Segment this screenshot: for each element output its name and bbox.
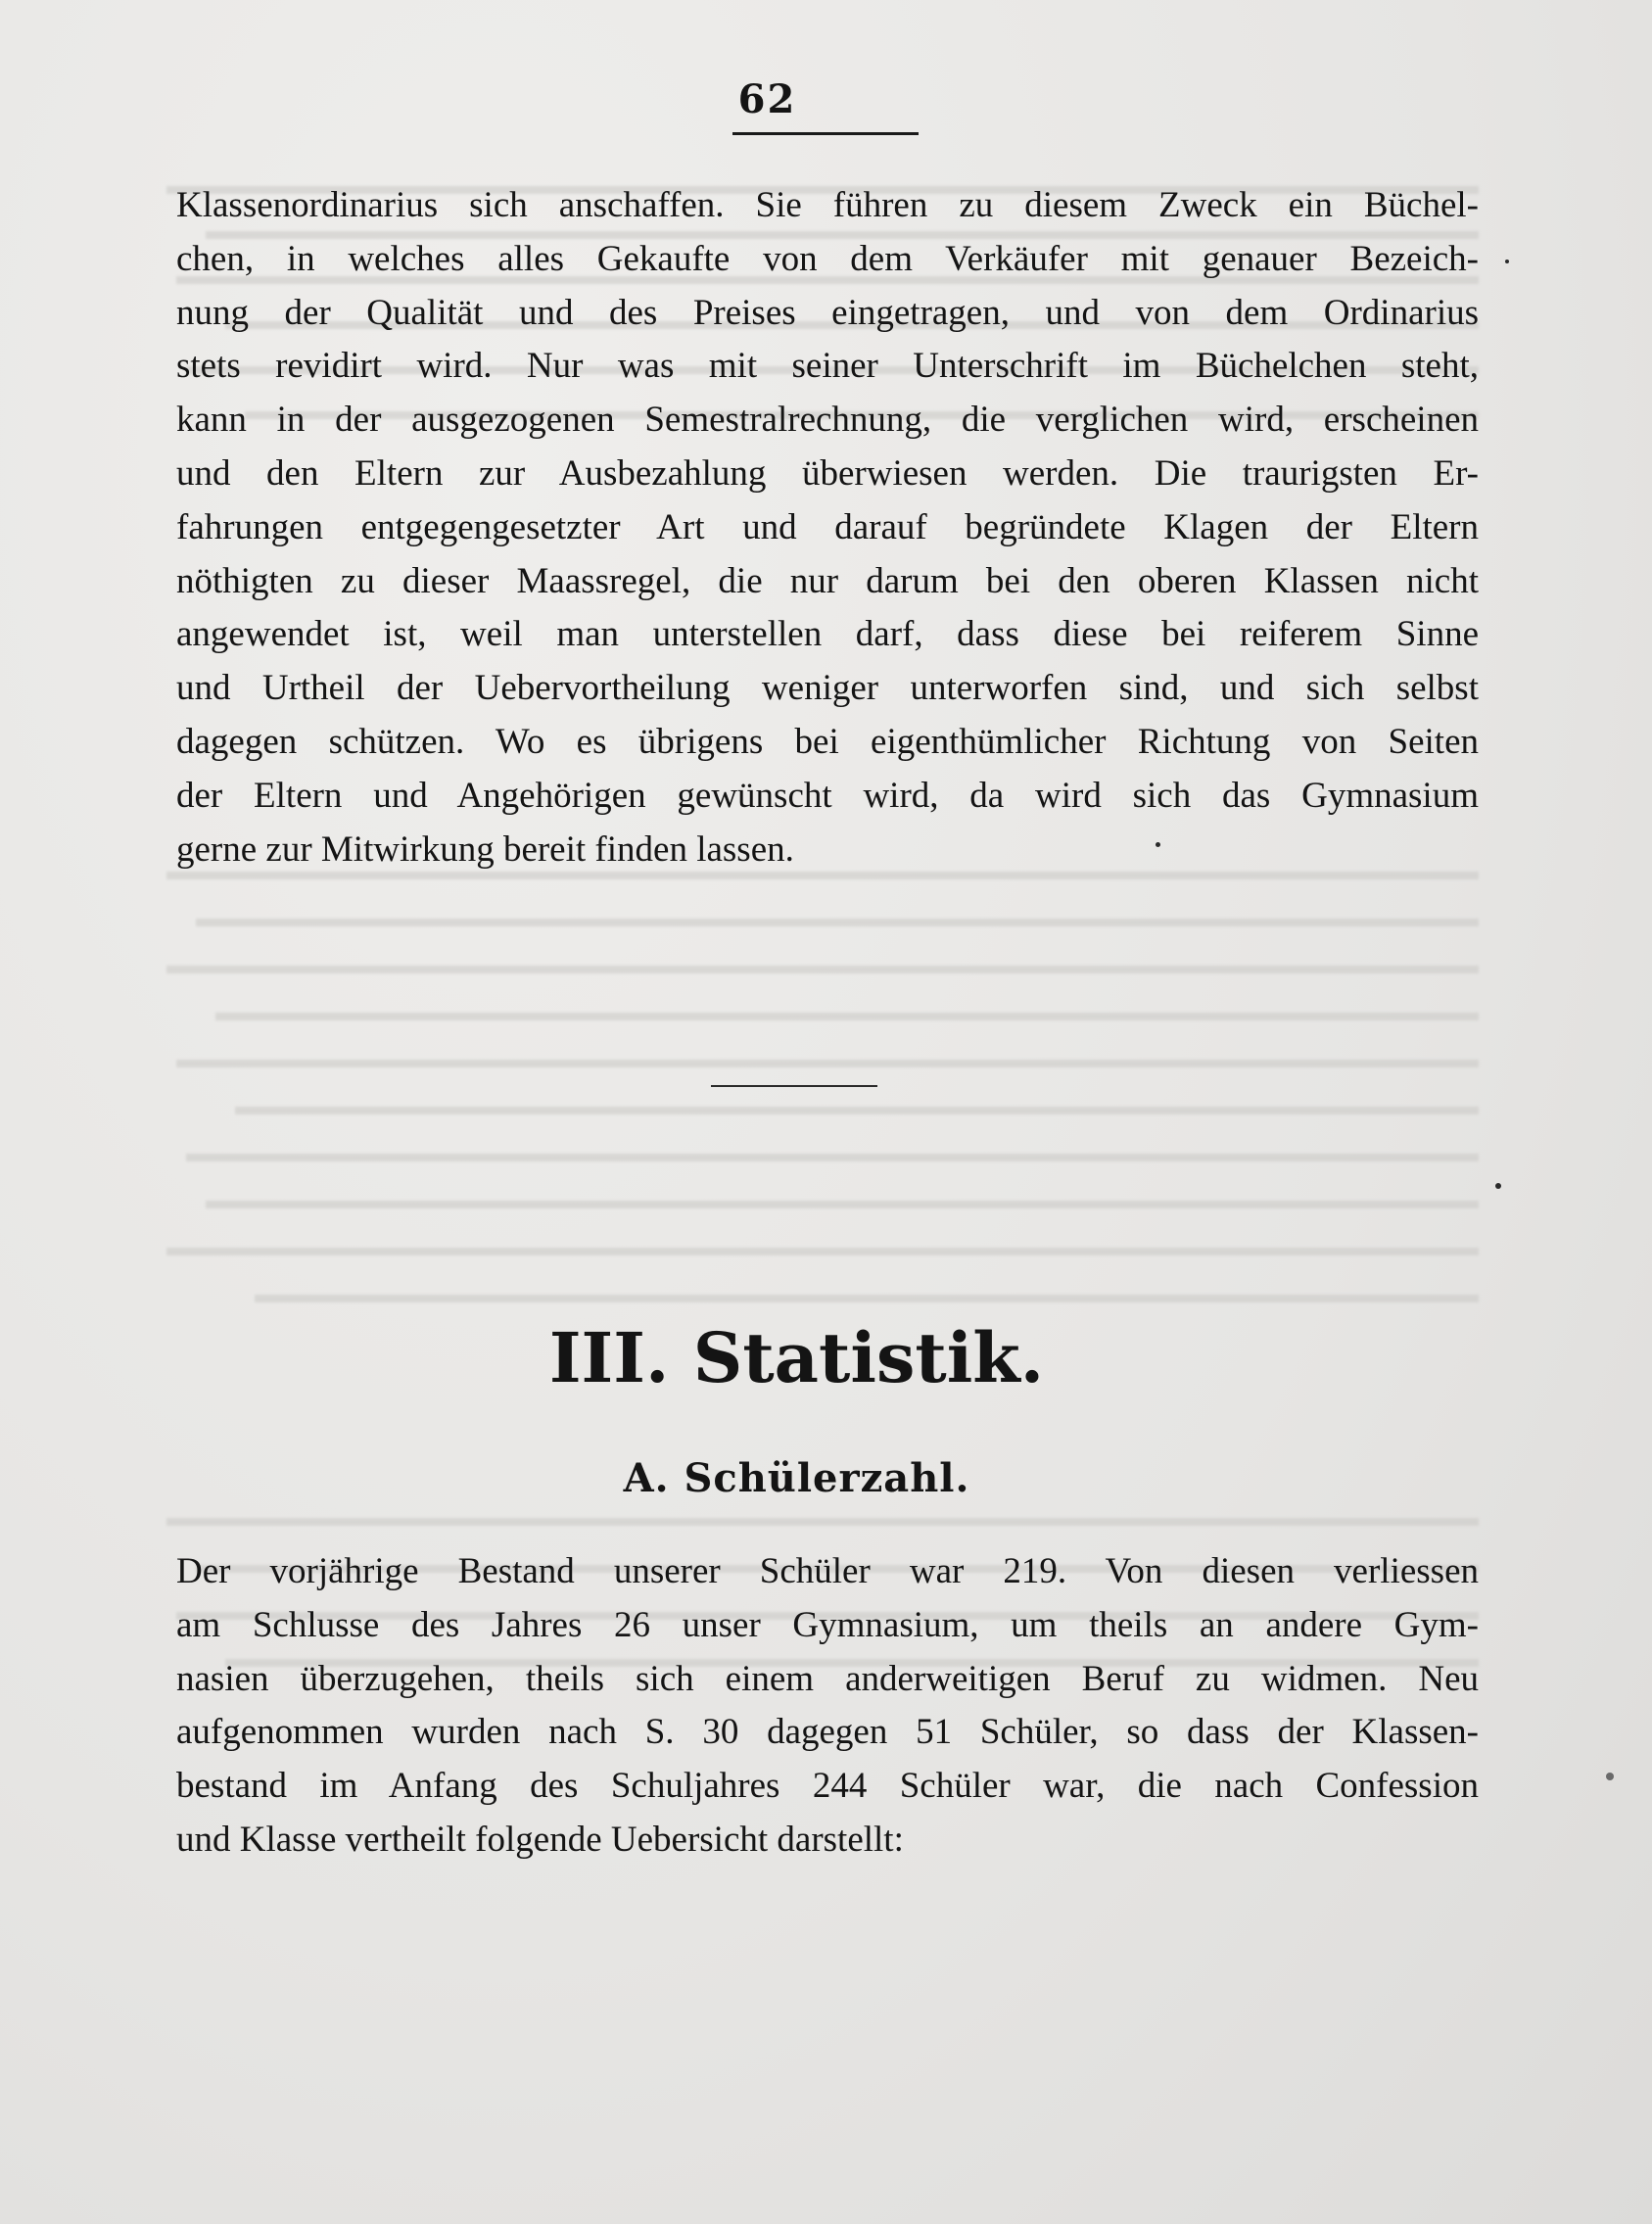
paragraph-2-line: Der vorjährige Bestand unserer Schüler war 219. Von diesen verliessen: [176, 1551, 1479, 1591]
paragraph-2-line: und Klasse vertheilt folgende Uebersicht darstellt:: [176, 1819, 904, 1860]
paragraph-1-line: dagegen schützen. Wo es übrigens bei eigenthümlicher Richtung von Seiten: [176, 721, 1479, 762]
paragraph-1-line: der Eltern und Angehörigen gewünscht wird, da wird sich das Gymnasium: [176, 775, 1479, 816]
subsection-title: A. Schülerzahl.: [623, 1455, 970, 1501]
paragraph-2-line: am Schlusse des Jahres 26 unser Gymnasium, um theils an andere Gym-: [176, 1604, 1479, 1645]
print-speck: [1156, 842, 1160, 847]
paragraph-2: [176, 1545, 1479, 1868]
paragraph-2-line: aufgenommen wurden nach S. 30 dagegen 51 Schüler, so dass der Klassen-: [176, 1712, 1479, 1753]
paragraph-1-line: und Urtheil der Uebervortheilung weniger unterworfen sind, und sich selbst: [176, 668, 1479, 709]
paragraph-1-line: nung der Qualität und des Preises eingetragen, und von dem Ordinarius: [176, 292, 1479, 333]
paragraph-2-line: nasien überzugehen, theils sich einem anderweitigen Beruf zu widmen. Neu: [176, 1658, 1479, 1699]
paragraph-1-line: stets revidirt wird. Nur was mit seiner Unterschrift im Büchelchen steht,: [176, 346, 1479, 387]
paragraph-1-line: Klassenordinarius sich anschaffen. Sie führen zu diesem Zweck ein Büchel-: [176, 185, 1479, 225]
section-divider-rule: [711, 1085, 877, 1087]
page-number-rule: [732, 132, 919, 135]
paragraph-2-line: bestand im Anfang des Schuljahres 244 Schüler war, die nach Confession: [176, 1766, 1479, 1807]
page-number: 62: [737, 76, 797, 122]
paragraph-1-line: nöthigten zu dieser Maassregel, die nur darum bei den oberen Klassen nicht: [176, 560, 1479, 601]
paragraph-1-line: chen, in welches alles Gekaufte von dem Verkäufer mit genauer Bezeich-: [176, 238, 1479, 279]
paragraph-1-line: kann in der ausgezogenen Semestralrechnung, die verglichen wird, erscheinen: [176, 400, 1479, 441]
print-speck: [1495, 1183, 1501, 1189]
section-title: III. Statistik.: [548, 1317, 1045, 1398]
paragraph-1-line: gerne zur Mitwirkung bereit finden lassen.: [176, 828, 794, 870]
paragraph-1-line: und den Eltern zur Ausbezahlung überwiesen werden. Die traurigsten Er-: [176, 452, 1479, 494]
paragraph-1-line: fahrungen entgegengesetzter Art und darauf begründete Klagen der Eltern: [176, 506, 1479, 547]
print-speck: [1505, 260, 1509, 263]
paragraph-1: [176, 179, 1479, 876]
paragraph-1-line: angewendet ist, weil man unterstellen darf, dass diese bei reiferem Sinne: [176, 614, 1479, 655]
print-speck: [1606, 1773, 1614, 1780]
